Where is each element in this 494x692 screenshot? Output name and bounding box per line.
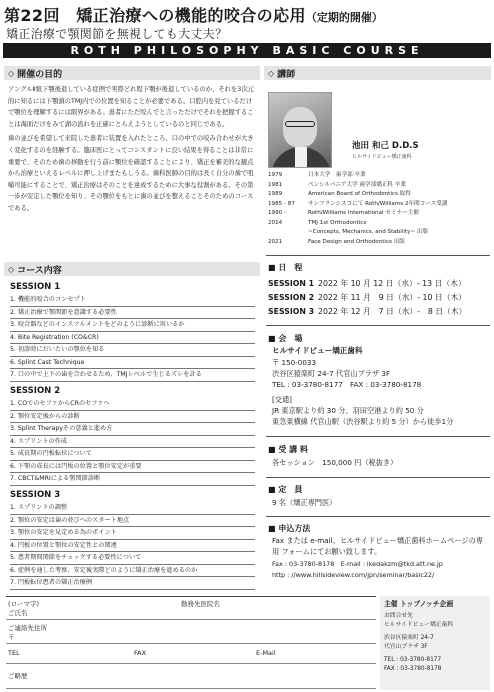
square-icon: ■ xyxy=(268,524,276,533)
fee-heading: ■ 受 講 料 xyxy=(268,445,308,454)
venue-name: ヒルサイドビュー矯正歯科 xyxy=(272,346,363,355)
divider xyxy=(266,477,490,478)
session-1-title: SESSION 1 xyxy=(10,282,61,292)
list-item: 2. 顎位安定後からの診断 xyxy=(10,411,255,424)
purpose-heading-label: 開催の目的 xyxy=(17,69,63,80)
list-item: 6. 症例を通した考察、安定後実際どのように矯正治療を進めるのか xyxy=(10,565,255,578)
schedule-row: SESSION 1 2022 年 10 月 12 日（水）- 13 日（木） xyxy=(268,279,466,288)
name-label: ご氏名 xyxy=(8,609,28,617)
purpose-text xyxy=(8,84,258,218)
page-subtitle: 矯正治療で顎関節を無視しても大丈夫？ xyxy=(6,27,228,41)
list-item: 6. 下顎の成長には円板の位置と顎位安定が重要 xyxy=(10,461,255,474)
venue-address: 渋谷区猿楽町 24-7 代官山プラザ 3F xyxy=(272,369,391,378)
course-heading-label: コース内容 xyxy=(17,265,62,276)
form-line[interactable] xyxy=(6,619,376,620)
sponsor-fax: FAX : 03-3780-8178 xyxy=(384,666,442,672)
page-title xyxy=(4,3,490,26)
form-line[interactable] xyxy=(6,688,376,689)
schedule-row: SESSION 2 2022 年 11 月 9 日（水）- 10 日（木） xyxy=(268,293,467,302)
list-item: 4. スプリントの作成 xyxy=(10,436,255,449)
sponsor-tel: TEL : 03-3780-8177 xyxy=(384,657,442,663)
fee-text: 各セッション 150,000 円（税抜き） xyxy=(272,458,398,467)
romaji-label: (ローマ字) xyxy=(8,600,40,608)
title-main: 第22回 矯正治療への機能的咬合の応用 xyxy=(4,6,306,25)
session-2-list xyxy=(10,398,255,486)
purpose-paragraph: アングルⅡ級下顎後退している症例で実際どれ程下顎が後退しているのか、それを3次元的に知るには下顎頭のTMJ内での位置を知ることが必要である。口腔内を見ているだけで顎位を理解するには限界がある。患者にただ咬んでと言っただけでそれを把握することは海面だけをみて湖の流れを正確にとらえようとしているのと同じである。 xyxy=(8,86,254,128)
sponsor-address: 渋谷区猿楽町 24-7 xyxy=(384,635,434,641)
sponsor-heading: 主催 トップノッチ企画 xyxy=(384,600,454,608)
session-3-title: SESSION 3 xyxy=(10,490,61,500)
venue-phone: TEL : 03-3780-8177 FAX : 03-3780-8178 xyxy=(272,380,422,389)
apply-text: Fax または e-mail、ヒルサイドビュー矯正歯科ホームページの専用 フォームにてお願い致します。 xyxy=(272,536,483,556)
tel-label: TEL xyxy=(8,649,20,657)
session-3-list xyxy=(10,502,255,590)
venue-heading: ■ 会 場 xyxy=(268,334,303,343)
list-item: 2. 矯正治療で顎関節を意識する必要性 xyxy=(10,307,255,320)
divider xyxy=(266,325,490,326)
lecturer-affiliation: ヒルサイドビュー矯正歯科 xyxy=(352,154,412,160)
apply-fax-email: Fax : 03-3780-8178 E-mail : ikedakzm@tkd.att.ne.jp xyxy=(272,560,443,568)
square-icon: ■ xyxy=(268,445,276,454)
schedule-heading: ■ 日 程 xyxy=(268,263,303,272)
capacity-heading: ■ 定 員 xyxy=(268,485,303,494)
lecturer-heading-label: 講師 xyxy=(277,69,296,80)
diamond-icon: ◇ xyxy=(268,68,275,78)
access-label: [交通] xyxy=(272,395,292,404)
form-line[interactable] xyxy=(6,663,376,664)
contact-label: ご連絡先住所 xyxy=(8,624,47,632)
fax-label: FAX xyxy=(134,649,147,657)
square-icon: ■ xyxy=(268,263,276,272)
lecturer-heading xyxy=(264,66,491,80)
sponsor-address: 代官山プラザ 3F xyxy=(384,644,428,650)
email-label: E-Mail xyxy=(256,649,276,657)
course-banner: ROTH PHILOSOPHY BASIC COURSE xyxy=(3,43,491,58)
application-form xyxy=(6,596,376,690)
divider xyxy=(266,436,490,437)
apply-heading: ■ 申込方法 xyxy=(268,524,311,533)
list-item: 4. 円板の位置と顎位の安定性との関連 xyxy=(10,540,255,553)
divider xyxy=(266,516,490,517)
course-heading xyxy=(4,262,260,276)
postal-label: 〒 xyxy=(8,633,15,641)
venue-postal: 〒 150-0033 xyxy=(272,358,317,367)
career-row: 2014 TMJ 1st Orthodontics xyxy=(268,219,367,226)
access-line: 東急東横線 代官山駅（渋谷駅より約 5 分）から徒歩1分 xyxy=(272,417,454,426)
list-item: 3. Splint Therapyその意義と進め方 xyxy=(10,423,255,436)
sponsor-name: ヒルサイドビュー矯正歯科 xyxy=(384,622,454,628)
list-item: 5. 初診時にだいたいの顎位を知る xyxy=(10,344,255,357)
list-item: 4. Bite Registration (CO&CR) xyxy=(10,332,255,345)
career-row: 2021 Face Design and Orthodontics 出版 xyxy=(268,238,405,245)
list-item: 7. 円板転位患者の矯正治療例 xyxy=(10,577,255,590)
square-icon: ■ xyxy=(268,334,276,343)
list-item: 1. COでのセファからCRのセファへ xyxy=(10,398,255,411)
square-icon: ■ xyxy=(268,485,276,494)
sponsor-box xyxy=(380,596,490,690)
title-suffix: （定期的開催） xyxy=(305,11,383,24)
clinic-label: 勤務先医院名 xyxy=(181,600,220,608)
career-row: 1979 日本大学 歯学部 卒業 xyxy=(268,172,366,178)
career-row: ~Concepts, Mechanics, and Stability~ 出版 xyxy=(308,229,429,235)
session-2-title: SESSION 2 xyxy=(10,386,61,396)
lecturer-photo xyxy=(268,92,332,168)
list-item: 5. 成長期の円板転位について xyxy=(10,448,255,461)
career-row: 1989 American Board of Orthodontics 取得 xyxy=(268,191,411,197)
diamond-icon: ◇ xyxy=(8,264,15,274)
purpose-heading xyxy=(4,66,260,80)
list-item: 6. Splint Cast Technique xyxy=(10,357,255,370)
career-row: 1985 - 87 サンフランシスコにて Roth/Williams 2年間コース受講 xyxy=(268,200,448,207)
career-label: ご略歴 xyxy=(8,672,28,680)
access-line: JR 東京駅より約 30 分、羽田空港より約 50 分 xyxy=(272,406,424,415)
list-item: 3. 咬合器などのインスツルメントをどのように診断に用いるか xyxy=(10,319,255,332)
diamond-icon: ◇ xyxy=(8,68,15,78)
list-item: 3. 顎位の安定を見定める為のポイント xyxy=(10,527,255,540)
list-item: 2. 顎位の安定は歯の並びへのスタート地点 xyxy=(10,515,255,528)
list-item: 1. スプリントの調整 xyxy=(10,502,255,515)
schedule-row: SESSION 3 2022 年 12 月 7 日（水）- 8 日（木） xyxy=(268,307,467,316)
purpose-paragraph: 歯の並びを希望して来院した患者に装置を入れたところ、口の中での咬み合わせが大きく変化するのを経験する。臨床医にとってコンスタントに良い結果を得ることは非常に重要で、そのため歯の移動を行う前に顎位を確認することにより、矯正を審美的な観点から治療といえるレベルに押し上げまたもしうる。歯科医師の目的は長く自分の歯で咀嚼可能にすることで、矯正治療はそのことを達成するために大事な役割がある。その第一歩が安定した顎位を知り、その顎位をもとに歯の並びを整えることそのためのコースである。 xyxy=(8,135,254,212)
career-row: 1990 - Roth/Williams International セミナー主催 xyxy=(268,210,419,216)
session-1-list xyxy=(10,294,255,382)
capacity-text: 9 名（矯正専門医） xyxy=(272,498,337,507)
list-item: 5. 患者期間関節をチェックする必要性について xyxy=(10,552,255,565)
career-row: 1981 ペンシルバニア大学 歯学部矯正科 卒業 xyxy=(268,181,406,188)
list-item: 1. 機能的咬合のコンセプト xyxy=(10,294,255,307)
sponsor-contact-label: お問合せ先 xyxy=(384,613,413,619)
lecturer-career xyxy=(268,171,490,247)
form-line[interactable] xyxy=(6,643,376,644)
apply-url[interactable]: http : //www.hillsideview.com/jpn/seminar/basic22/ xyxy=(272,571,435,579)
list-item: 7. 口の中で上下の歯を合わせるため、TMJレベルで生じるズレを計る xyxy=(10,369,255,382)
divider xyxy=(266,255,490,256)
lecturer-name: 池田 和己 D.D.S xyxy=(352,141,419,151)
list-item: 7. CBCT&MRIによる顎関節診断 xyxy=(10,473,255,486)
